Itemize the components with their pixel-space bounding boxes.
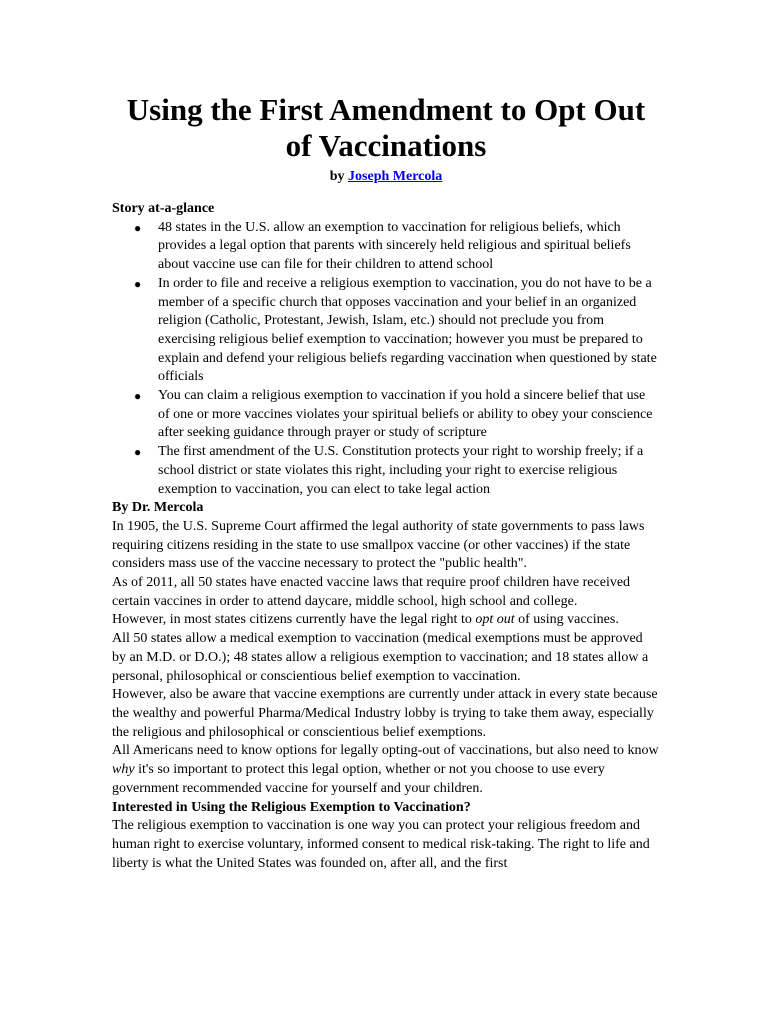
list-item — [134, 219, 660, 275]
paragraph-6 — [112, 742, 660, 798]
paragraph-6-start: All Americans need to know options for legally opting-out of vaccinations, but also need to know — [112, 743, 659, 759]
section-subheading: Interested in Using the Religious Exemption to Vaccination? — [112, 799, 471, 815]
paragraph-3-start: However, in most states citizens currently have the legal right to — [112, 612, 476, 628]
glance-list — [112, 219, 660, 500]
paragraph-3 — [112, 611, 660, 630]
list-item — [134, 443, 660, 499]
article-title: Using the First Amendment to Opt Out of Vaccinations — [126, 92, 646, 163]
list-item-text: In order to file and receive a religious exemption to vaccination, you do not have to be a member of a specific church that opposes vaccination and your belief in an organized religion (Catholic, Protestant, Jewish, Islam, etc.) should not preclude you from exercising religious belief exemption to vaccination; however you must be prepared to explain and defend your religious beliefs regarding vaccination when questioned by state officials — [158, 275, 657, 385]
paragraph-6-end: it's so important to protect this legal option, whether or not you choose to use every government recommended vaccine for yourself and your children. — [112, 762, 605, 796]
list-item-text: The first amendment of the U.S. Constitution protects your right to worship freely; if a school district or state violates this right, including your right to exercise religious exemption to vaccination, you can elect to take legal action — [158, 444, 644, 497]
bullet-icon: ● — [134, 389, 142, 404]
list-item — [134, 275, 660, 387]
list-item-text: 48 states in the U.S. allow an exemption to vaccination for religious beliefs, which provides a legal option that parents with sincerely held religious and spiritual beliefs about vaccine use can file for their children to attend school — [158, 219, 631, 273]
paragraph-7: The religious exemption to vaccination is one way you can protect your religious freedom and human right to exercise voluntary, informed consent to medical risk-taking. The right to life and liberty is what the United States was founded on, after all, and the first — [112, 818, 650, 871]
list-item — [134, 387, 660, 443]
bullet-icon: ● — [134, 276, 142, 291]
why-emphasis: why — [112, 762, 135, 778]
story-at-a-glance-heading: Story at-a-glance — [112, 201, 215, 216]
paragraph-1: In 1905, the U.S. Supreme Court affirmed the legal authority of state governments to pass laws requiring citizens residing in the state to use smallpox vaccine (or other vaccines) if the state considers mass use of the vaccine necessary to protect the "public health". — [112, 518, 645, 572]
paragraph-4: All 50 states allow a medical exemption to vaccination (medical exemptions must be approved by an M.D. or D.O.); 48 states allow a religious exemption to vaccination; and 18 states allow a personal, philosophical or conscientious belief exemption to vaccination. — [112, 631, 649, 684]
byline-prefix: by — [329, 169, 349, 184]
bullet-icon: ● — [134, 220, 142, 235]
author-heading: By Dr. Mercola — [112, 500, 204, 516]
bullet-icon: ● — [134, 445, 142, 460]
article — [112, 92, 660, 873]
paragraph-2: As of 2011, all 50 states have enacted vaccine laws that require proof children have received certain vaccines in order to attend daycare, middle school, high school and college. — [112, 575, 631, 609]
paragraph-3-end: of using vaccines. — [514, 612, 619, 628]
author-link[interactable]: Joseph Mercola — [348, 169, 443, 184]
list-item-text: You can claim a religious exemption to vaccination if you hold a sincere belief that use of one or more vaccines violates your spiritual beliefs or ability to obey your conscience after seeking guidance through prayer or study of scripture — [158, 388, 653, 441]
paragraph-5: However, also be aware that vaccine exemptions are currently under attack in every state because the wealthy and powerful Pharma/Medical Industry lobby is trying to take them away, especially the religious and philosophical or conscientious belief exemptions. — [112, 687, 658, 740]
byline — [112, 168, 660, 186]
opt-out-emphasis: opt out — [475, 612, 515, 628]
